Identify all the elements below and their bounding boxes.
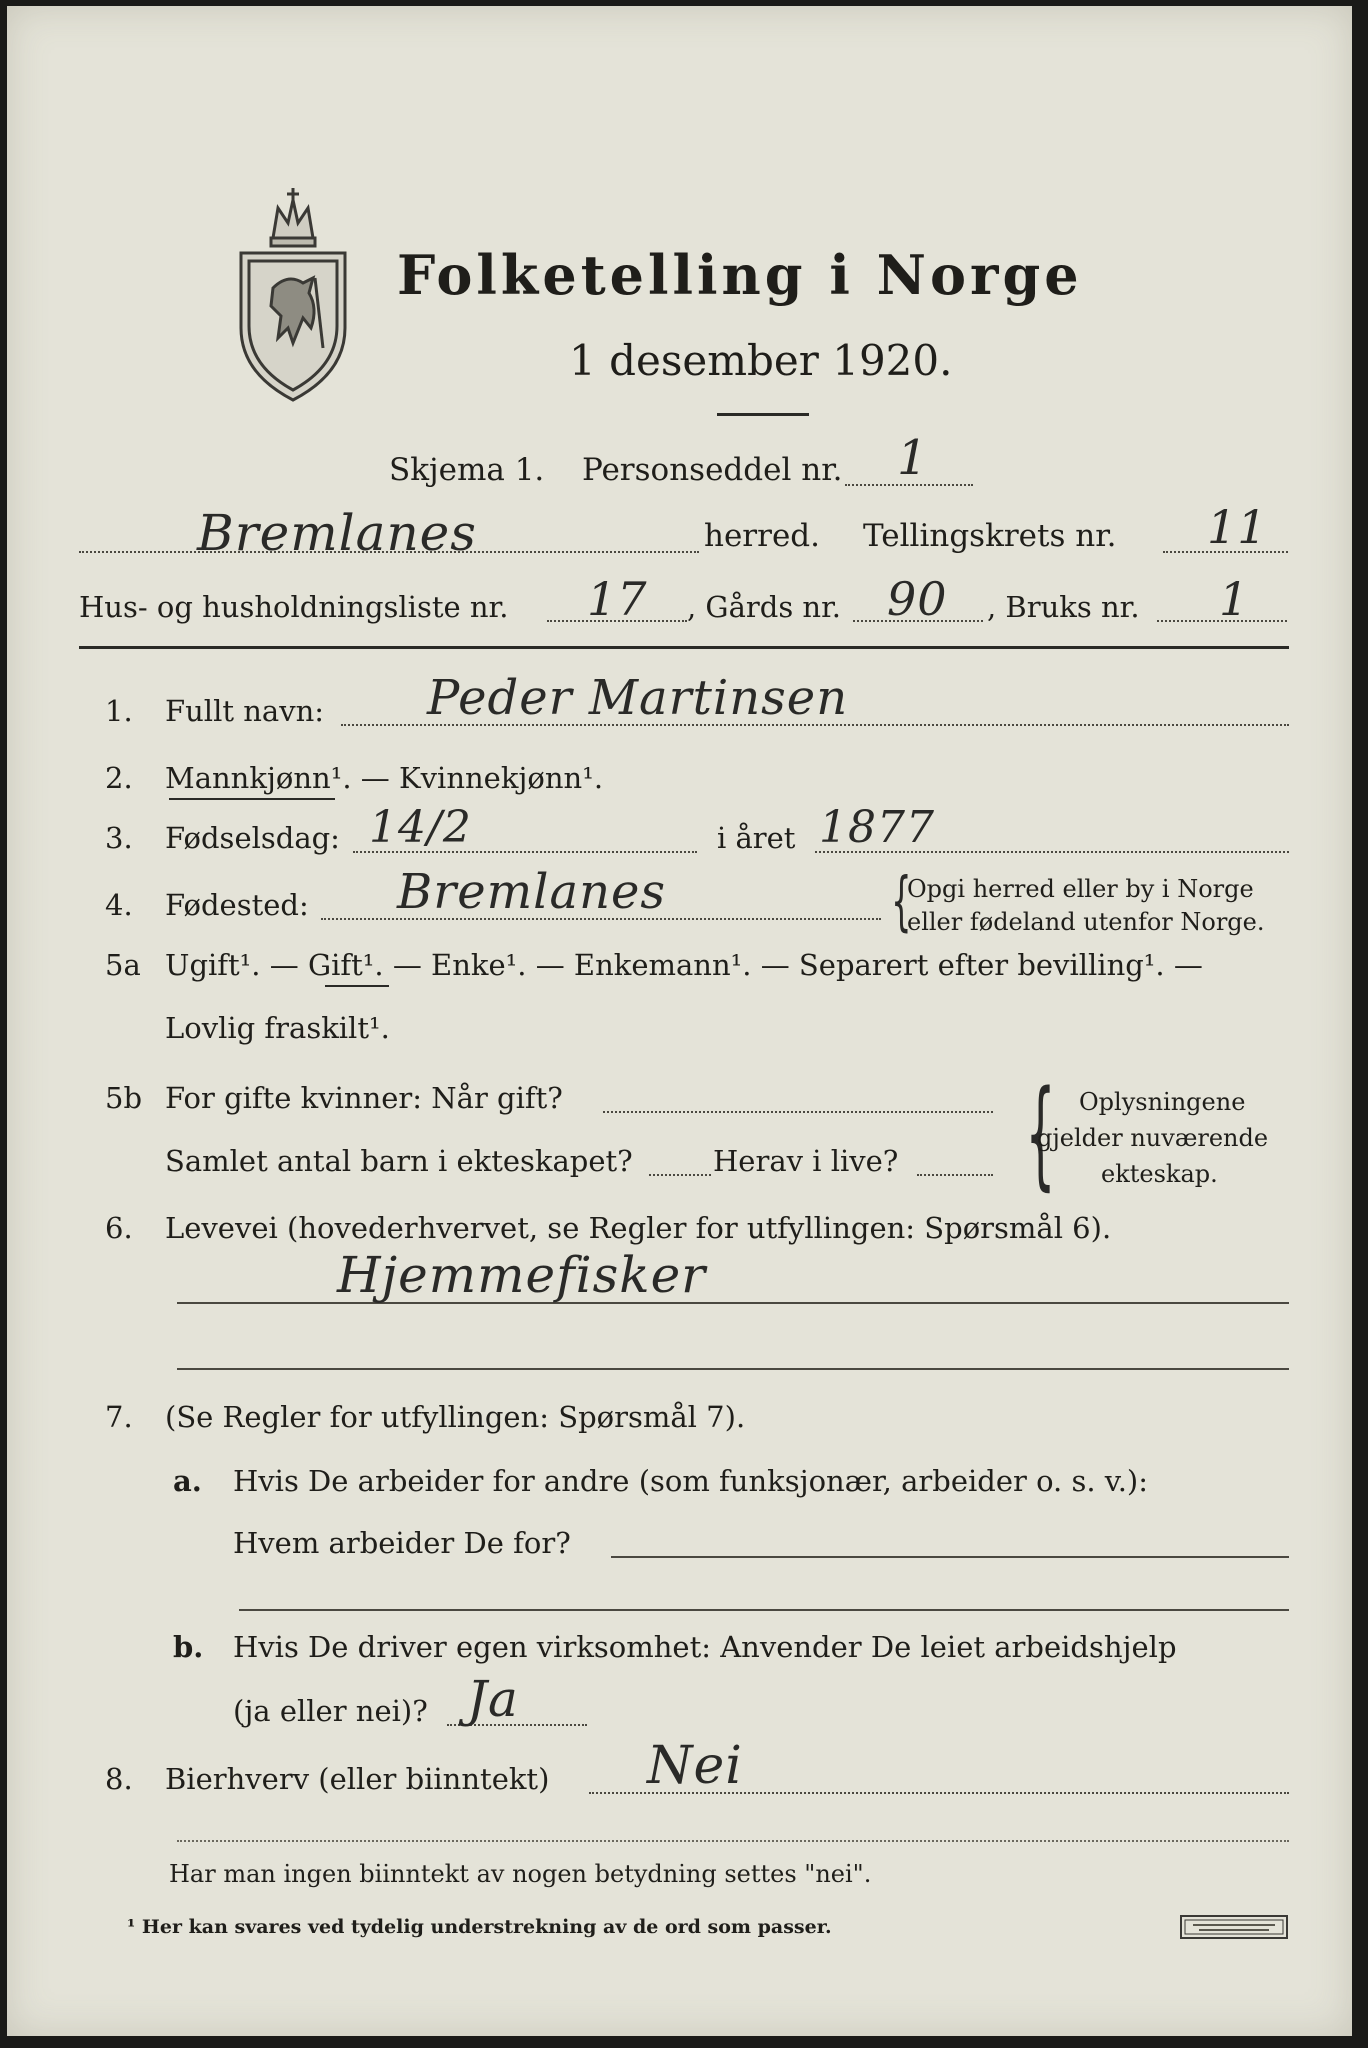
tellingskrets-label: Tellingskrets nr. (863, 518, 1117, 554)
personseddel-label: Personseddel nr. (582, 452, 843, 488)
q8-label: Bierhverv (eller biinntekt) (165, 1762, 550, 1796)
q7a-line2: Hvem arbeider De for? (233, 1526, 571, 1560)
q1-number: 1. (105, 694, 133, 728)
q8-number: 8. (105, 1762, 133, 1796)
gards-label: , Gårds nr. (687, 590, 841, 624)
q4-number: 4. (105, 888, 133, 922)
q3-label: Fødselsdag: (165, 821, 340, 855)
employer-field[interactable] (611, 1556, 1289, 1558)
footer-note: Har man ingen biinntekt av nogen betydning settes "nei". (169, 1860, 872, 1888)
hus-value: 17 (587, 572, 648, 626)
hired-help-value: Ja (467, 1670, 519, 1728)
q4-note-line2: eller fødeland utenfor Norge. (907, 908, 1265, 936)
footer-divider (177, 1840, 1289, 1842)
q7-number: 7. (105, 1400, 133, 1434)
census-form-page (7, 6, 1352, 2036)
q5b-line2a: Samlet antal barn i ekteskapet? (165, 1144, 633, 1178)
gards-value: 90 (887, 572, 948, 626)
q5b-note-line1: Oplysningene (1079, 1088, 1246, 1116)
q4-brace: { (891, 865, 912, 939)
q7a-letter: a. (173, 1464, 202, 1498)
q6-label: Levevei (hovederhvervet, se Regler for utfyllingen: Spørsmål 6). (165, 1211, 1112, 1245)
married-date-field[interactable] (603, 1111, 993, 1113)
q6-number: 6. (105, 1211, 133, 1245)
q7b-line2: (ja eller nei)? (233, 1694, 428, 1728)
printer-stamp-icon (1179, 1914, 1289, 1940)
form-title: Folketelling i Norge (397, 243, 1083, 307)
mannkjonn-underline (169, 798, 335, 800)
herred-label: herred. (704, 518, 820, 554)
census-date: 1 desember 1920. (569, 336, 953, 385)
q5b-line2b: Herav i live? (713, 1144, 899, 1178)
q5a-line1: Ugift¹. — Gift¹. — Enke¹. — Enkemann¹. — Separert efter bevilling¹. — (165, 948, 1203, 982)
employer-field-line2[interactable] (239, 1609, 1289, 1611)
q5b-line1: For gifte kvinner: Når gift? (165, 1081, 563, 1115)
personseddel-value: 1 (897, 430, 929, 486)
children-total-field[interactable] (649, 1174, 711, 1176)
bruks-value: 1 (1219, 572, 1250, 626)
hus-label: Hus- og husholdningsliste nr. (79, 590, 509, 624)
q4-note-line1: Opgi herred eller by i Norge (907, 875, 1254, 903)
q5b-note-line3: ekteskap. (1101, 1160, 1218, 1188)
q5b-brace: { (1025, 1064, 1056, 1202)
skjema-label: Skjema 1. (389, 452, 545, 488)
herred-value: Bremlanes (197, 504, 477, 562)
q4-label: Fødested: (165, 888, 309, 922)
q7-label: (Se Regler for utfyllingen: Spørsmål 7). (165, 1400, 746, 1434)
tellingskrets-value: 11 (1207, 500, 1268, 554)
q3-number: 3. (105, 821, 133, 855)
full-name-value: Peder Martinsen (427, 670, 849, 726)
side-income-value: Nei (647, 1736, 743, 1796)
q5a-number: 5a (105, 948, 141, 982)
bruks-label: , Bruks nr. (987, 590, 1140, 624)
q5b-note-line2: gjelder nuværende (1037, 1124, 1269, 1152)
header-divider (79, 646, 1289, 649)
footnote: ¹ Her kan svares ved tydelig understrekning av de ord som passer. (127, 1916, 832, 1938)
gift-underline (325, 985, 389, 987)
q7b-letter: b. (173, 1630, 204, 1664)
birth-year-value: 1877 (819, 802, 935, 853)
q5a-line2: Lovlig fraskilt¹. (165, 1011, 390, 1045)
q5b-number: 5b (105, 1081, 143, 1115)
q2-label: Mannkjønn¹. — Kvinnekjønn¹. (165, 761, 604, 795)
q7b-line1: Hvis De driver egen virksomhet: Anvender De leiet arbeidshjelp (233, 1630, 1177, 1664)
q2-number: 2. (105, 761, 133, 795)
q1-label: Fullt navn: (165, 694, 325, 728)
year-label: i året (717, 821, 796, 855)
q7a-line1: Hvis De arbeider for andre (som funksjonær, arbeider o. s. v.): (233, 1464, 1149, 1498)
title-divider (717, 413, 809, 416)
birthplace-value: Bremlanes (397, 864, 667, 920)
occupation-field-line2[interactable] (177, 1368, 1289, 1370)
children-alive-field[interactable] (917, 1174, 993, 1176)
birthday-value: 14/2 (369, 802, 472, 853)
coat-of-arms-icon (233, 178, 353, 408)
occupation-value: Hjemmefisker (337, 1246, 707, 1304)
